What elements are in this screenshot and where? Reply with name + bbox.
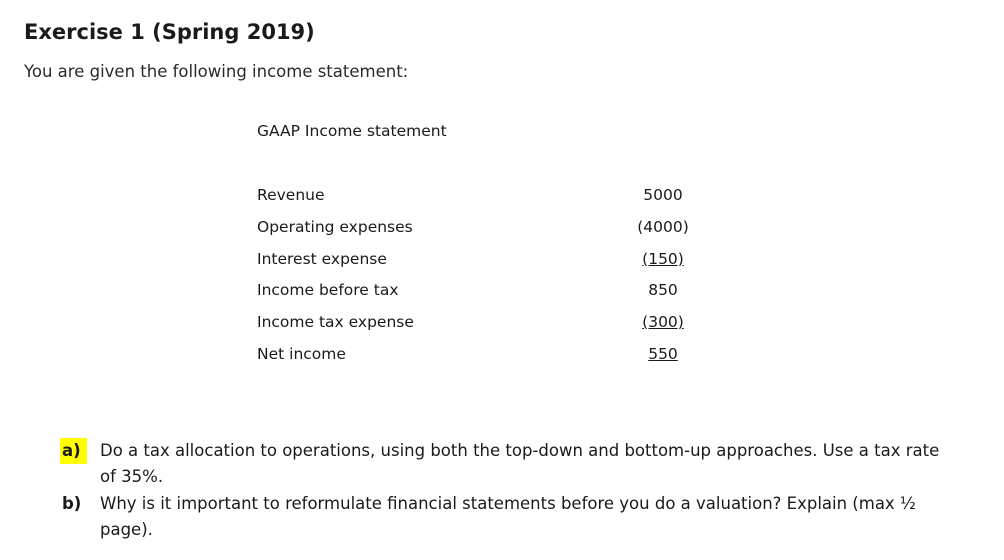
exercise-title: Exercise 1 (Spring 2019): [24, 20, 315, 44]
statement-row-operating-expenses: [257, 216, 697, 248]
row-label: Interest expense: [257, 249, 387, 268]
row-label: Net income: [257, 344, 346, 363]
row-amount: (4000): [637, 217, 689, 236]
row-label: Operating expenses: [257, 217, 413, 236]
intro-text: You are given the following income statement:: [24, 62, 409, 81]
statement-row-revenue: [257, 184, 697, 216]
question-marker: b): [62, 494, 82, 513]
statement-title: GAAP Income statement: [257, 122, 447, 140]
statement-row-net-income: [257, 343, 697, 375]
statement-row-income-tax-expense: [257, 311, 697, 343]
question-b: [62, 491, 962, 543]
row-label: Income tax expense: [257, 313, 414, 332]
question-a: [62, 438, 962, 490]
row-amount: 550: [648, 344, 678, 363]
row-amount: 850: [648, 281, 678, 300]
question-text: Do a tax allocation to operations, using both the top-down and bottom-up approaches. Use a tax rate of 35%.: [100, 441, 940, 486]
row-amount: 5000: [643, 186, 683, 204]
row-label: Income before tax: [257, 281, 399, 300]
statement-row-income-before-tax: [257, 279, 697, 311]
income-statement-table: [257, 184, 697, 375]
row-amount: (150): [642, 249, 684, 268]
question-marker-highlighted: a): [60, 438, 87, 464]
statement-row-interest-expense: [257, 248, 697, 280]
question-text: Why is it important to reformulate financial statements before you do a valuation? Explain (max ½ page).: [100, 494, 916, 539]
row-label: Revenue: [257, 186, 325, 204]
row-amount: (300): [642, 313, 684, 332]
